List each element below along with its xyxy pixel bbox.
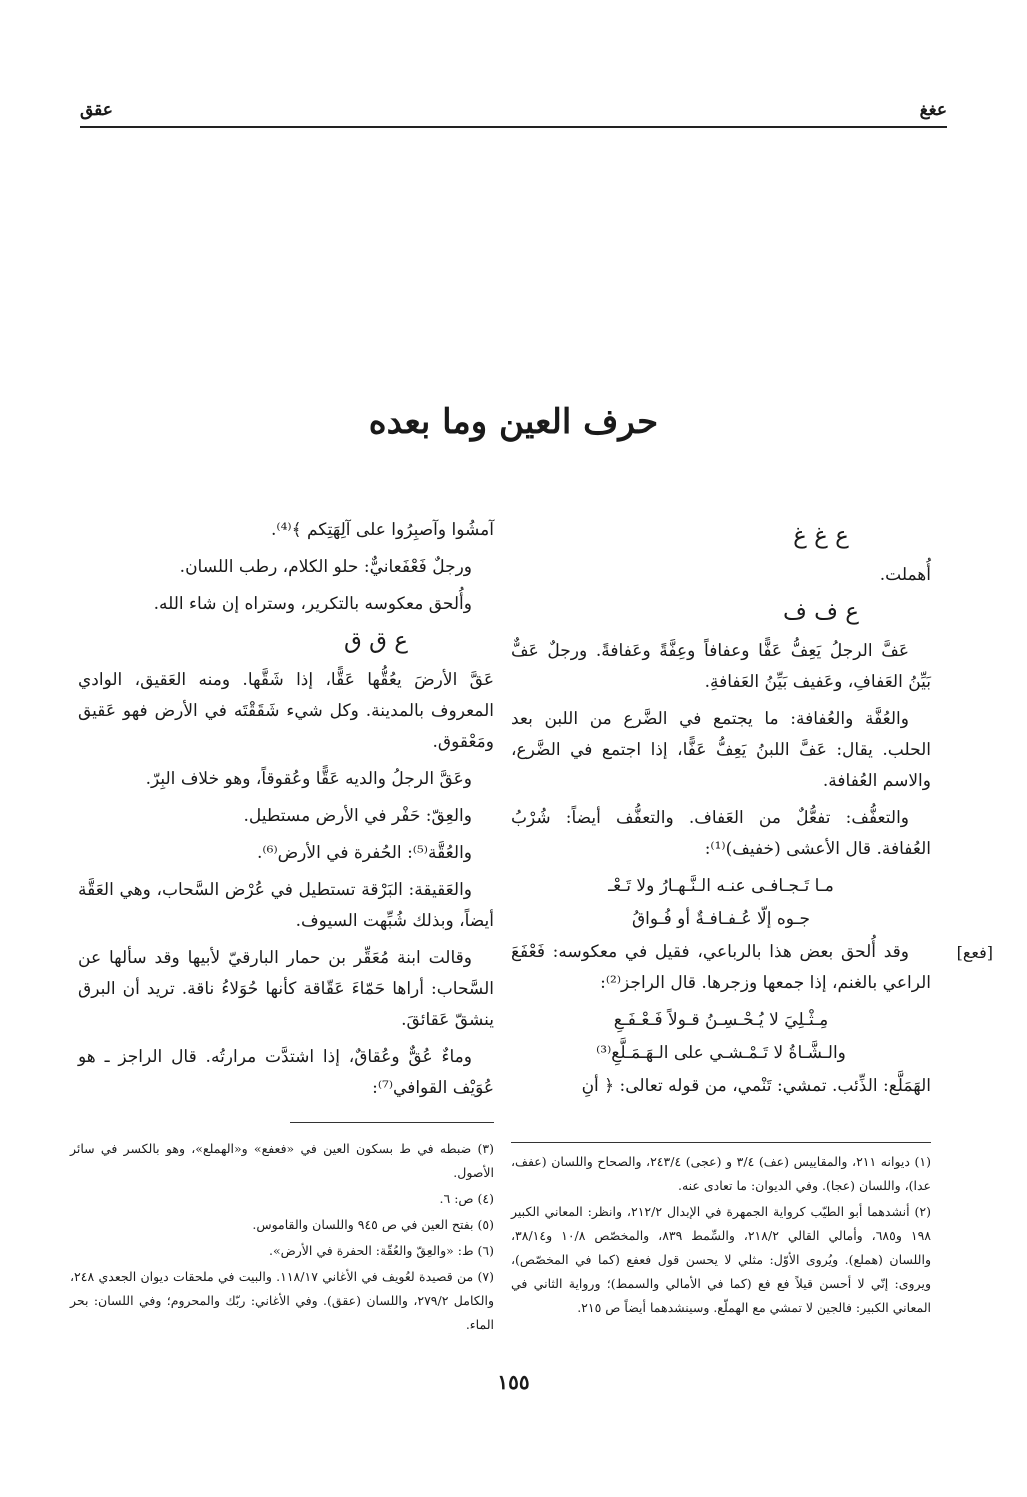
paragraph: ورجلٌ فَعْفَعانيٌّ: حلو الكلام، رطب اللسان. xyxy=(179,557,472,577)
right-column xyxy=(511,515,993,1108)
paragraph: آمشُوا وآصبِرُوا على آلِهَتِكم ﴾⁽⁴⁾. xyxy=(271,520,494,540)
verse-line: مـا تَـجـافـى عنـه الـنَّـهـارُ ولا تَـعْـ xyxy=(608,876,834,896)
footnote: (٢) أنشدهما أبو الطيّب كرواية الجمهرة في الإبدال ٢١٢/٢، وانظر: المعاني الكبير ١٩٨ و٦٨٥، وأمالي القالي ٢١٨/٢، والسِّمط ٨٣٩، والمخصّص ١٠/٨ و٣٨/١٤، واللسان (هملع). ويُروى الأوّل: مثلي لا يحسن قول فعفع (كما في المخصّص)، ويروى: إنّي لا أحسن قيلاً فع فع (كما في الأمالي والسمط)؛ ورواية الثاني في المعاني الكبير: فالجين لا تمشي مع الهملّع. وسينشدهما أيضاً ص ٢١٥. xyxy=(511,1204,932,1315)
footnotes-left xyxy=(70,1137,494,1339)
paragraph: عَقَّ الأرضَ يعُقُّها عَقًّا، إذا شَقَّها. ومنه العَقيق، الوادي المعروف بالمدينة. وكل شيء شَقَقْتَه في الأرض فهو عَقيق ومَعْقوق. xyxy=(78,670,494,752)
paragraph: وقد أُلحق بعض هذا بالرباعي، فقيل في معكوسه: فَعْفَعَ الراعي بالغنم، إذا جمعها وزجرها. قال الراجز⁽²⁾: xyxy=(511,942,931,993)
running-head xyxy=(80,100,947,128)
footnote: (٤) ص: ٦. xyxy=(439,1191,494,1206)
paragraph: والعِقّ: حَفْر في الأرض مستطيل. xyxy=(243,806,472,826)
footnote: (٦) ط: «والعِقّ والعُقّة: الحفرة في الأرض». xyxy=(269,1243,494,1258)
footnote-rule-left xyxy=(290,1122,494,1123)
paragraph: وعَقَّ الرجلُ والديه عَقًّا وعُقوقاً، وهو خلاف البِرّ. xyxy=(145,769,472,789)
root-heading: ع غ غ xyxy=(793,523,849,549)
verse-line: والـشَّـاةُ لا تَـمْـشـي على الـهَـمَـلَّعِ⁽³⁾ xyxy=(596,1043,846,1063)
paragraph-with-margin-tag xyxy=(511,937,993,999)
chapter-title: حرف العين وما بعده xyxy=(368,402,659,442)
paragraph: والعَقيقة: البَرْقة تستطيل في عُرْض السَّحاب، وهي العَقَّة أيضاً، وبذلك شُبِّهت السيوف. xyxy=(78,880,494,931)
footnotes-right xyxy=(511,1150,931,1322)
paragraph: وقالت ابنة مُعَقِّر بن حمار البارقيّ لأبيها وقد سألها عن السَّحاب: أراها حَمّاءَ عَقّاقة كأنها حُوَلاءُ ناقة. تريد أن البرق ينشقّ عَقائقَ. xyxy=(78,948,494,1030)
footnote-rule-right xyxy=(511,1142,931,1143)
footnote: (٥) بفتح العين في ص ٩٤٥ واللسان والقاموس. xyxy=(252,1217,494,1232)
paragraph: عَفَّ الرجلُ يَعِفُّ عَفًّا وعفافاً وعِفَّةً وعَفافةً. ورجلٌ عَفٌّ بَيِّنُ العَفافِ، وعَفيف بَيِّنُ العَفافةِ. xyxy=(511,641,931,692)
paragraph: وأُلحق معكوسه بالتكرير، وستراه إن شاء الله. xyxy=(153,594,472,614)
paragraph: والعُقَّة⁽⁵⁾: الحُفرة في الأرض⁽⁶⁾. xyxy=(257,843,472,863)
paragraph: وماءٌ عُقٌّ وعُقاقٌ، إذا اشتدَّت مرارتُه. قال الراجز ـ هو عُوَيْف القوافي⁽⁷⁾: xyxy=(78,1047,494,1098)
root-heading: ع ق ق xyxy=(343,628,409,654)
footnote: (٣) ضبطه في ط بسكون العين في «فعفع» و«الهملع»، وهو بالكسر في سائر الأصول. xyxy=(70,1141,494,1180)
running-head-left: عقق xyxy=(80,100,113,120)
root-heading: ع ف ف xyxy=(782,599,860,625)
paragraph: والتعفُّف: تفعُّلٌ من العَفاف. والتعفُّف أيضاً: شُرْبُ العُفافة. قال الأعشى (خفيف)⁽¹⁾: xyxy=(511,808,931,859)
page-number: ١٥٥ xyxy=(497,1370,530,1394)
footnote: (١) ديوانه ٢١١، والمقاييس (عف) ٣/٤ و (عجى) ٢٤٣/٤، والصحاح واللسان (عفف، عدا)، واللسان (عجا). وفي الديوان: ما تعادى عنه. xyxy=(511,1154,932,1193)
paragraph: والعُفَّة والعُفافة: ما يجتمع في الضَّرع من اللبن بعد الحلب. يقال: عَفَّ اللبنُ يَعِفُّ عَفًّا، إذا اجتمع في الضَّرع، والاسم العُفافة. xyxy=(511,709,931,791)
verse-line: مِـثْـلِيَ لا يُـحْـسِـنُ قـولاً فَـعْـفَـعِ xyxy=(613,1010,829,1030)
verse-line: جـوه إلّا عُـفـافـةٌ أو فُـواقُ xyxy=(631,909,811,929)
footnote: (٧) من قصيدة لعُويف في الأغاني ١١٨/١٧. والبيت في ملحقات ديوان الجعدي ٢٤٨، والكامل ٢٧٩/٢، واللسان (عقق). وفي الأغاني: ربّك والمحروم؛ وفي اللسان: بحر الماء. xyxy=(70,1269,495,1332)
header-rule xyxy=(80,126,947,128)
running-head-right: عغغ xyxy=(919,100,947,120)
left-column xyxy=(78,515,494,1110)
margin-root-tag: [فعع] xyxy=(956,943,993,962)
paragraph: أُهملت. xyxy=(879,565,931,585)
paragraph: الهَمَلَّع: الذِّئب. تمشي: تَنْمي، من قوله تعالى: ﴿ أنِ xyxy=(581,1076,931,1096)
